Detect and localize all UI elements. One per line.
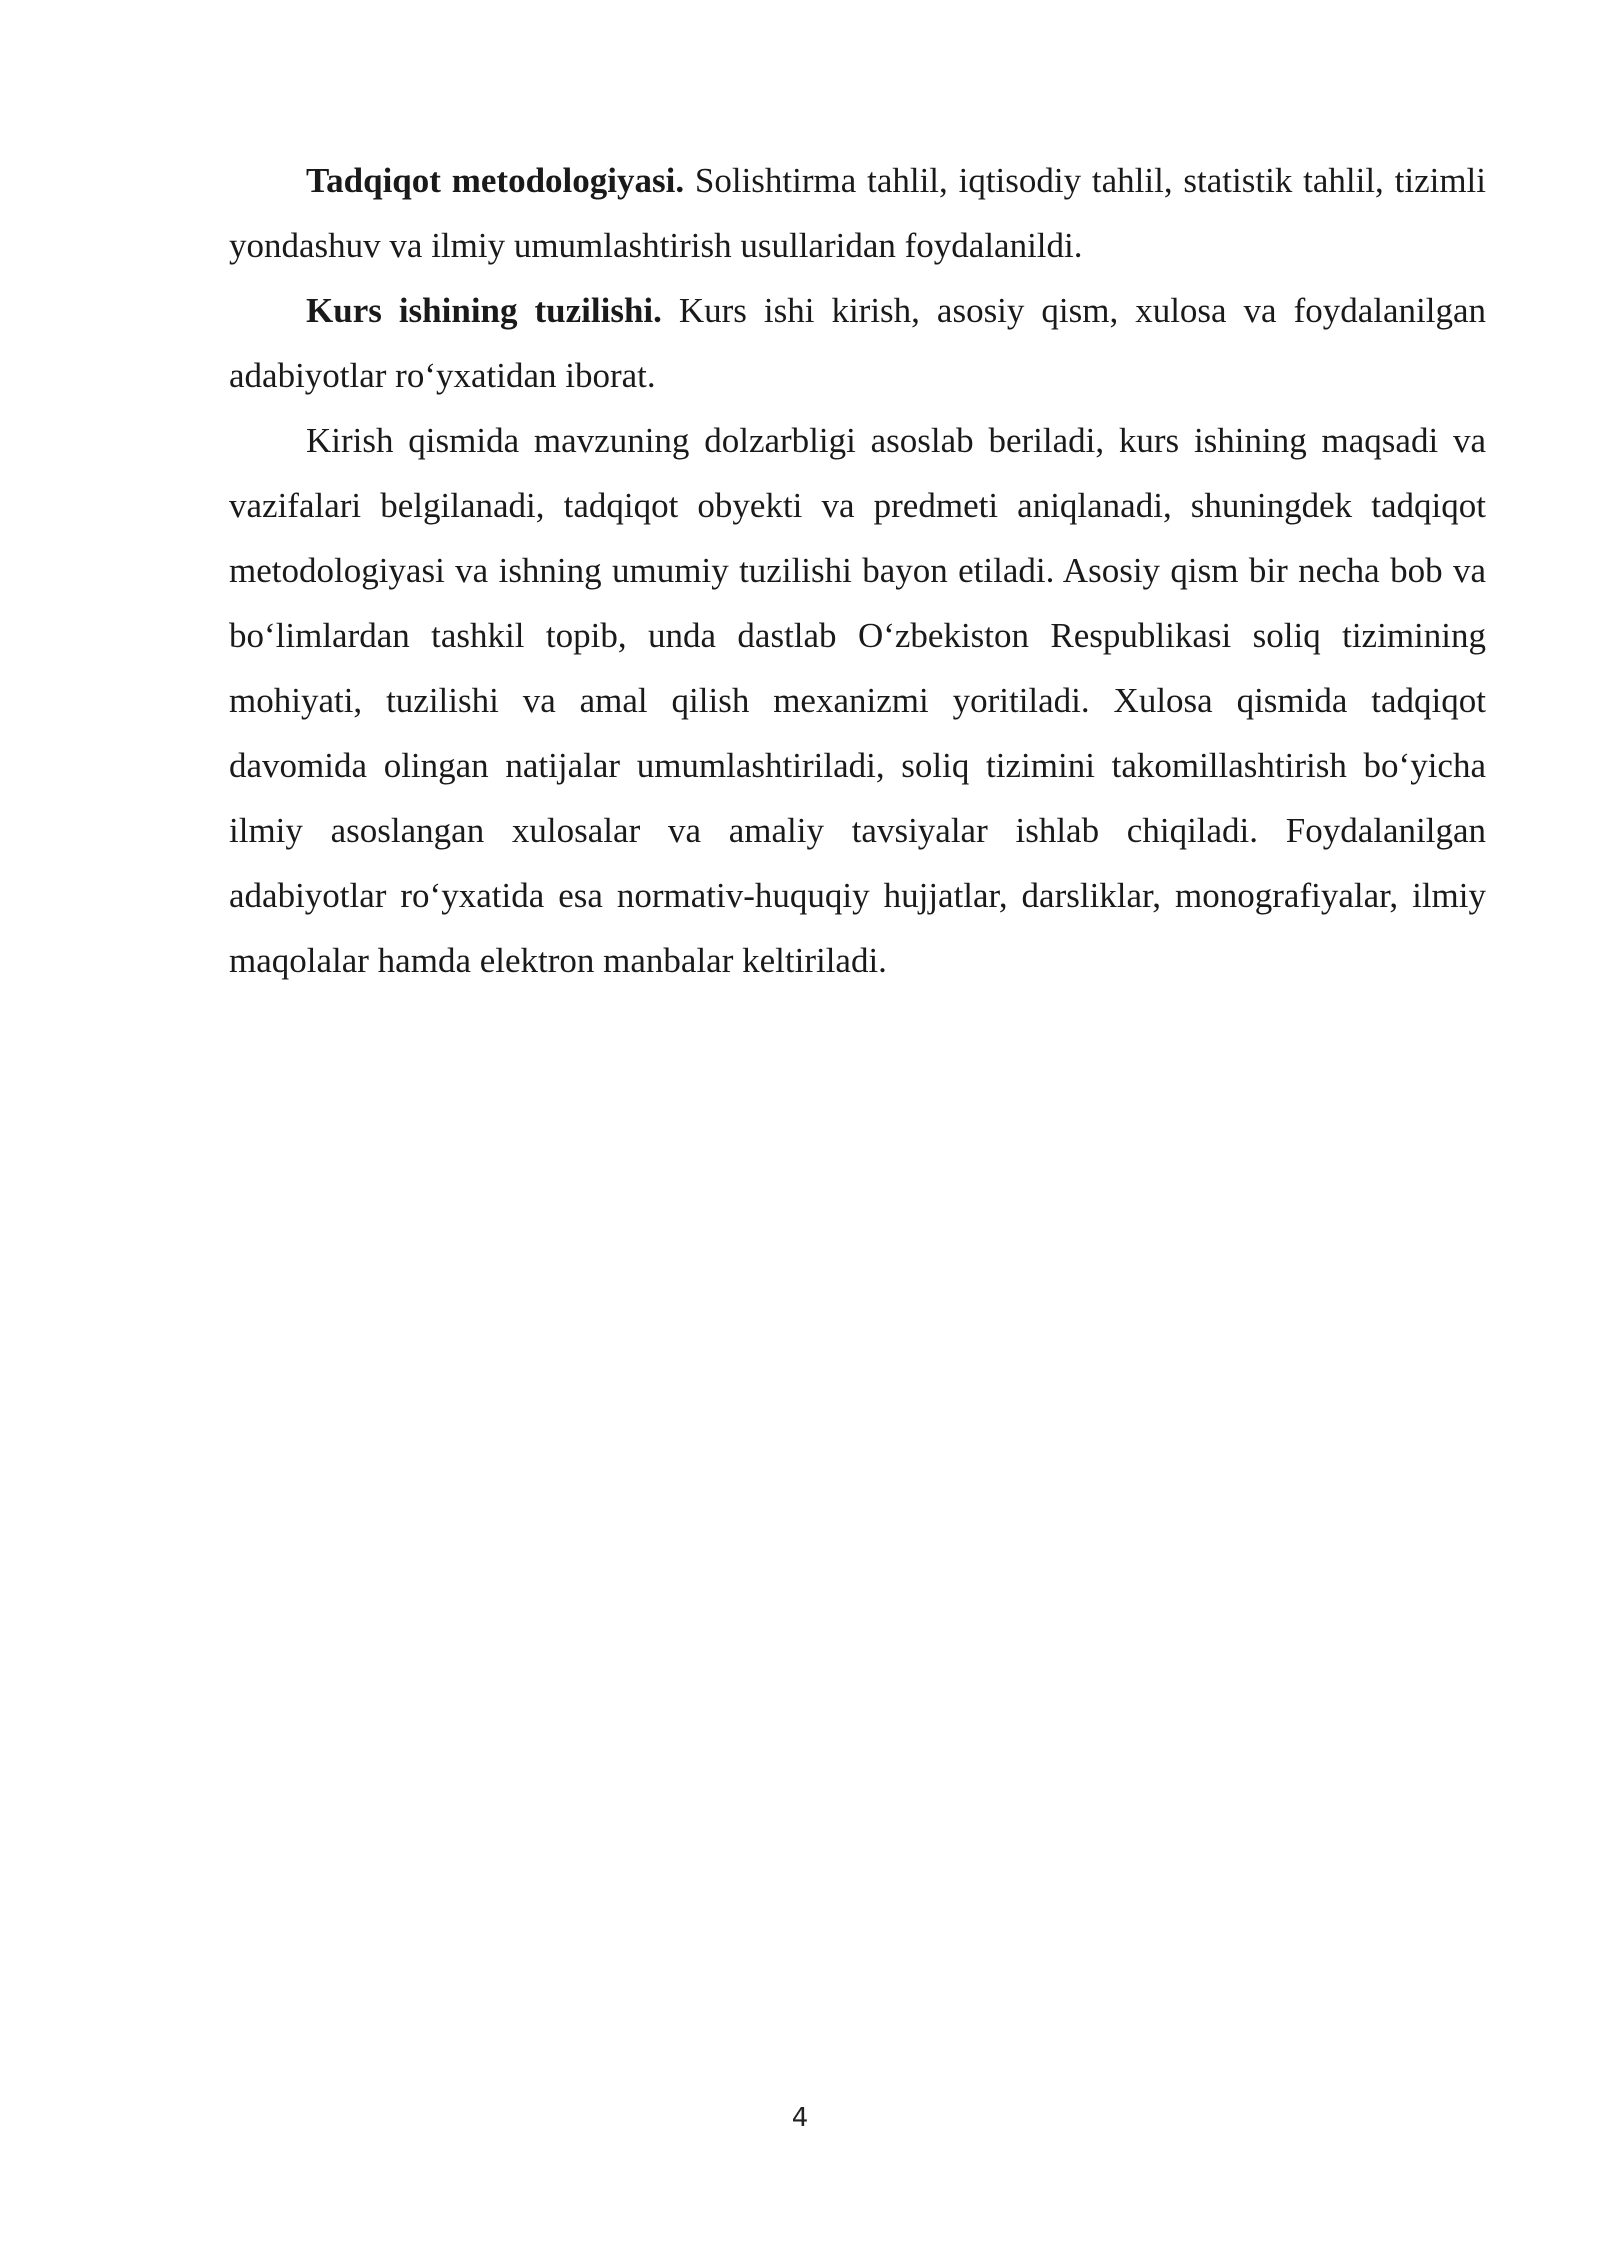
paragraph-contents-description [229, 408, 1486, 993]
paragraph-text-contents-description: Kirish qismida mavzuning dolzarbligi asoslab beriladi, kurs ishining maqsadi va vazifalari belgilanadi, tadqiqot obyekti va predmeti aniqlanadi, shuningdek tadqiqot metodologiyasi va ishning umumiy tuzilishi bayon etiladi. Asosiy qism bir necha bob va bo‘limlardan tashkil topib, unda dastlab O‘zbekiston Respublikasi soliq tizimining mohiyati, tuzilishi va amal qilish mexanizmi yoritiladi. Xulosa qismida tadqiqot davomida olingan natijalar umumlashtiriladi, soliq tizimini takomillashtirish bo‘yicha ilmiy asoslangan xulosalar va amaliy tavsiyalar ishlab chiqiladi. Foydalanilgan adabiyotlar ro‘yxatida esa normativ-huquqiy hujjatlar, darsliklar, monografiyalar, ilmiy maqolalar hamda elektron manbalar keltiriladi. [229, 421, 1486, 980]
paragraph-text-structure: Kurs ishi kirish, asosiy qism, xulosa va foydalanilgan adabiyotlar ro‘yxatidan iborat. [229, 291, 1486, 395]
paragraph-lead-methodology: Tadqiqot metodologiyasi. [306, 161, 685, 200]
page-number: 4 [791, 2103, 809, 2133]
page-body [229, 148, 1486, 993]
paragraph-text-methodology: Solishtirma tahlil, iqtisodiy tahlil, statistik tahlil, tizimli yondashuv va ilmiy umumlashtirish usullaridan foydalanildi. [229, 161, 1486, 265]
paragraph-structure [229, 278, 1486, 408]
paragraph-lead-structure: Kurs ishining tuzilishi. [306, 291, 662, 330]
paragraph-methodology [229, 148, 1486, 278]
